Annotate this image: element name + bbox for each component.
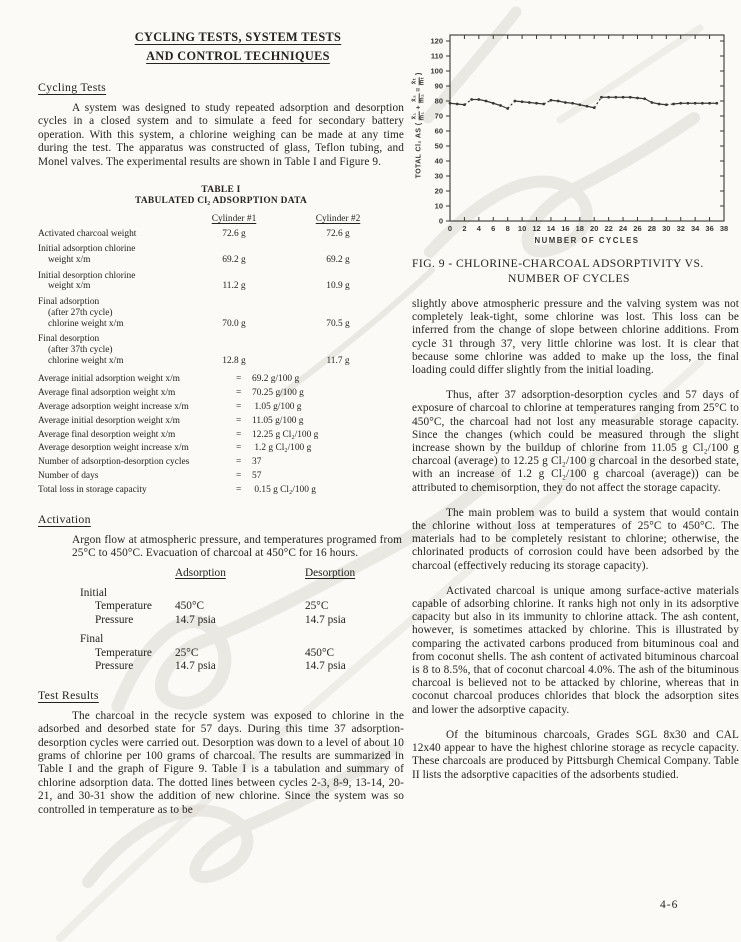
title-line2: AND CONTROL TECHNIQUES [146, 49, 330, 63]
svg-text:60: 60 [434, 126, 443, 136]
activation-desorption-value: 25°C [305, 600, 329, 613]
table1-header [38, 214, 404, 224]
table1-summary-row [38, 429, 404, 443]
summary-value: 37 [252, 457, 262, 468]
activation-paragraph: Argon flow at atmospheric pressure, and temperatures programed from 25°C to 450°C. Evacuation of charcoal at 450°C for 16 hours. [72, 533, 402, 559]
svg-text:30: 30 [434, 171, 443, 181]
summary-label: Average final adsorption weight x/m [38, 388, 176, 399]
table1-row [38, 271, 404, 292]
activation-table-rows [38, 587, 404, 674]
title-line1: CYCLING TESTS, SYSTEM TESTS [134, 30, 342, 44]
table1-title-line1: TABLE I [201, 185, 241, 196]
svg-text:32: 32 [676, 224, 685, 233]
equals-sign: = [236, 388, 242, 399]
svg-text:36: 36 [705, 224, 714, 233]
table1-summary-row [38, 401, 404, 415]
table1-row-label [38, 244, 186, 265]
figure9-chart [412, 8, 739, 250]
summary-label: Number of adsorption-desorption cycles [38, 457, 190, 468]
table1-cylinder1-value: 69.2 g [222, 255, 246, 266]
table1-summary [38, 373, 404, 497]
y-label-fraction2: x̄₂ m̄₂ [410, 93, 426, 103]
svg-text:50: 50 [434, 141, 443, 151]
page-title [38, 28, 404, 66]
heading-cycling-tests: Cycling Tests [38, 80, 107, 94]
table1-row-label-line: (after 37th cycle) [48, 344, 113, 355]
activation-row-label: Pressure [95, 660, 134, 673]
svg-text:2: 2 [462, 224, 467, 233]
table1-header-cylinder2: Cylinder #2 [315, 213, 361, 224]
equals-sign: = [236, 443, 242, 454]
svg-text:34: 34 [690, 224, 700, 233]
svg-text:6: 6 [491, 224, 496, 233]
equals-sign: = [236, 484, 242, 495]
y-label-fraction3: x̄ₜ m̄ₜ [410, 76, 426, 86]
table1-title-line2: TABULATED Cl₂ ADSORPTION DATA [134, 195, 308, 206]
table1-summary-row [38, 442, 404, 456]
svg-text:80: 80 [434, 96, 443, 106]
table1-row-label-line: Final desorption [38, 334, 100, 345]
figure9-caption [412, 256, 739, 286]
summary-value: 12.25 g Cl₂/100 g [252, 429, 319, 440]
svg-text:NUMBER OF CYCLES: NUMBER OF CYCLES [534, 236, 640, 245]
svg-text:8: 8 [505, 224, 510, 233]
body-paragraph: The main problem was to build a system that would contain the chlorine without loss at temperatures of 25°C to 450°C. The materials had to be completely resistant to chlorine; otherwise, the chlorinated products of corrosion could have been adsorbed by the charcoal (effectively reducing its storage capacity). [412, 506, 739, 572]
svg-text:16: 16 [561, 224, 570, 233]
table1-title [38, 185, 404, 207]
activation-desorption-value: 14.7 psia [305, 613, 346, 626]
table1-row [38, 297, 404, 329]
svg-text:28: 28 [647, 224, 657, 233]
svg-text:40: 40 [434, 156, 443, 166]
table1-row [38, 229, 404, 240]
summary-label: Average final desorption weight x/m [38, 429, 176, 440]
table1-row-label-line: weight x/m [48, 255, 91, 266]
table1-row-label-line: Initial adsorption chlorine [38, 244, 136, 255]
activation-row [38, 660, 404, 674]
table1-summary-row [38, 387, 404, 401]
table1-row-label-line: Final adsorption [38, 297, 100, 308]
summary-label: Total loss in storage capacity [38, 484, 147, 495]
svg-text:12: 12 [532, 224, 541, 233]
activation-adsorption-value: 14.7 psia [175, 613, 216, 626]
equals-sign: = [236, 415, 242, 426]
line-chart [412, 8, 739, 248]
right-column-paragraphs [412, 298, 739, 782]
summary-value: 0.15 g Cl₂/100 g [252, 484, 316, 495]
summary-value: 1.05 g/100 g [252, 401, 302, 412]
y-label-fraction1: x̄₁ m̄₁ [410, 111, 426, 121]
table1-header-cylinder1: Cylinder #1 [211, 213, 257, 224]
right-column [412, 8, 739, 782]
activation-row [38, 600, 404, 614]
table1-row [38, 244, 404, 265]
activation-desorption-value: 14.7 psia [305, 660, 346, 673]
svg-text:14: 14 [546, 224, 556, 233]
activation-header-desorption: Desorption [305, 567, 356, 580]
svg-text:110: 110 [430, 51, 443, 61]
table1-rows [38, 229, 404, 367]
svg-text:10: 10 [517, 224, 527, 233]
table1-row-label-line: (after 27th cycle) [48, 307, 113, 318]
page-number: 4-6 [660, 899, 679, 911]
table1-row-label-line: Activated charcoal weight [38, 228, 137, 239]
equals-sign: = [236, 429, 242, 440]
summary-value: 69.2 g/100 g [252, 374, 300, 385]
activation-group-name: Final [80, 633, 104, 646]
table1-cylinder1-value: 11.2 g [222, 281, 246, 292]
svg-text:20: 20 [434, 186, 443, 196]
equals-sign: = [236, 457, 242, 468]
cycling-tests-paragraph: A system was designed to study repeated adsorption and desorption cycles in a closed system and to simulate a feed for secondary battery operation. With this system, a chlorine weighing can be made at any time during the test. The apparatus was constructed of glass, Teflon tubing, and Monel valves. The experimental results are shown in Table I and Figure 9. [38, 102, 404, 168]
activation-desorption-value: 450°C [305, 646, 334, 659]
table1-summary-row [38, 373, 404, 387]
svg-text:0: 0 [438, 216, 443, 226]
chart-y-axis-label: TOTAL Cl₂ AS ( x̄₁ m̄₁ + x̄₂ m̄₂ = x̄ₜ m̄ₜ ) [410, 72, 426, 179]
table1-cylinder1-value: 70.0 g [222, 318, 246, 329]
equals-sign: = [236, 401, 242, 412]
body-paragraph: Thus, after 37 adsorption-desorption cycles and 57 days of exposure of charcoal to chlorine at temperatures ranging from 25°C to 450°C, the charcoal had not lost any measurable storage capacity. Since the changes (which could be measured through the slight increase shown by the buildup of chlorine from 11.05 g Cl₂/100 g charcoal (average) to 12.25 g Cl₂/100 g charcoal in the desorbed state, with an increase of 1.2 g Cl₂/100 g charcoal (average)) can be attributed to chemisorption, they do not affect the storage capacity. [412, 389, 739, 494]
svg-text:0: 0 [447, 224, 453, 233]
activation-table [38, 567, 404, 674]
figure9-caption-line2: NUMBER OF CYCLES [508, 272, 630, 285]
svg-text:30: 30 [662, 224, 671, 233]
y-label-prefix: TOTAL Cl₂ AS ( [415, 122, 423, 179]
svg-text:22: 22 [604, 224, 613, 233]
summary-label: Average adsorption weight increase x/m [38, 401, 189, 412]
activation-header-adsorption: Adsorption [175, 567, 226, 580]
svg-text:20: 20 [590, 224, 599, 233]
svg-text:26: 26 [633, 224, 642, 233]
summary-label: Average initial adsorption weight x/m [38, 374, 180, 385]
table1-row [38, 334, 404, 366]
table1-row-label [38, 334, 186, 366]
table1-cylinder1-value: 12.8 g [222, 355, 246, 366]
svg-text:18: 18 [575, 224, 584, 233]
activation-group-name: Initial [80, 586, 107, 599]
summary-label: Average initial desorption weight x/m [38, 415, 180, 426]
svg-text:90: 90 [434, 81, 443, 91]
table1-cylinder2-value: 69.2 g [326, 255, 350, 266]
activation-adsorption-value: 14.7 psia [175, 660, 216, 673]
table1-summary-row [38, 470, 404, 484]
table1-summary-row [38, 484, 404, 498]
svg-text:10: 10 [434, 201, 443, 211]
table1-row-label [38, 297, 186, 329]
activation-row [38, 614, 404, 628]
svg-text:70: 70 [434, 111, 443, 121]
activation-row [38, 647, 404, 661]
table1-cylinder2-value: 70.5 g [326, 318, 350, 329]
table1-cylinder2-value: 11.7 g [326, 355, 350, 366]
table1-row-label [38, 271, 186, 292]
activation-row-label: Pressure [95, 613, 134, 626]
figure9-caption-line1: FIG. 9 - CHLORINE-CHARCOAL ADSORPTIVITY VS. [412, 257, 704, 270]
body-paragraph: Of the bituminous charcoals, Grades SGL 8x30 and CAL 12x40 appear to have the highest chlorine storage as recycle capacity. These charcoals are produced by Pittsburgh Chemical Company. Table II lists the adsorptive capacities of the adsorbents studied. [412, 728, 739, 781]
summary-label: Average desorption weight increase x/m [38, 443, 189, 454]
left-column [38, 28, 404, 817]
svg-text:24: 24 [618, 224, 628, 233]
table1-row-label-line: chlorine weight x/m [48, 355, 124, 366]
activation-table-header [38, 567, 404, 581]
heading-test-results: Test Results [38, 687, 99, 702]
equals-sign: = [236, 470, 242, 481]
activation-adsorption-value: 25°C [175, 646, 199, 659]
heading-activation: Activation [38, 511, 91, 526]
table1-summary-row [38, 415, 404, 429]
table1-cylinder2-value: 10.9 g [326, 281, 350, 292]
table1-row-label-line: weight x/m [48, 281, 91, 292]
summary-value: 11.05 g/100 g [252, 415, 304, 426]
summary-value: 70.25 g/100 g [252, 388, 304, 399]
table1-row-label [38, 229, 186, 240]
table1-summary-row [38, 456, 404, 470]
activation-row-label: Temperature [95, 646, 152, 659]
summary-label: Number of days [38, 470, 99, 481]
summary-value: 1.2 g Cl₂/100 g [252, 443, 312, 454]
summary-value: 57 [252, 470, 262, 481]
activation-adsorption-value: 450°C [175, 600, 204, 613]
svg-text:120: 120 [430, 36, 443, 46]
table1-cylinder2-value: 72.6 g [326, 228, 350, 239]
table1-cylinder1-value: 72.6 g [222, 228, 246, 239]
body-paragraph: slightly above atmospheric pressure and the valving system was not completely leak-tight, some chlorine was lost. This loss can be inferred from the change of slope between chlorine additions. From cycle 31 through 37, very little chlorine was lost. It is clear that because some chlorine was added to make up the loss, the final loading could differ slightly from the initial loading. [412, 298, 739, 377]
svg-text:38: 38 [719, 224, 729, 233]
equals-sign: = [236, 374, 242, 385]
svg-text:4: 4 [476, 224, 481, 233]
body-paragraph: Activated charcoal is unique among surface-active materials capable of adsorbing chlorine. It ranks high not only in its adsorptive capacity but also in its immunity to chlorine attack. The ash content, however, is sometimes attacked by chlorine. This is illustrated by comparing the activated carbons produced from bituminous coal and from coconut shells. The ash content of activated bituminous charcoal is 8 to 8.5%, that of coconut charcoal 4.0%. The ash of the bituminous charcoal is believed not to be attacked by chlorine, whereas that in coconut charcoal produces chlorides that block the adsorption sites and lower the adsorptive capacity. [412, 584, 739, 716]
test-results-paragraph: The charcoal in the recycle system was exposed to chlorine in the adsorbed and desorbed state for 57 days. During this time 37 adsorption-desorption cycles were carried out. Desorption was down to a level of about 10 grams of chlorine per 100 grams of charcoal. The results are summarized in Table I and the graph of Figure 9. Table I is a tabulation and summary of chlorine adsorption data. The dotted lines between cycles 2-3, 8-9, 13-14, 20-21, and 30-31 show the addition of new chlorine. Since the system was so controlled in temperature as to be [38, 709, 404, 816]
table1-row-label-line: Initial desorption chlorine [38, 270, 136, 281]
svg-text:100: 100 [430, 66, 443, 76]
activation-row-label: Temperature [95, 600, 152, 613]
table1-row-label-line: chlorine weight x/m [48, 318, 124, 329]
